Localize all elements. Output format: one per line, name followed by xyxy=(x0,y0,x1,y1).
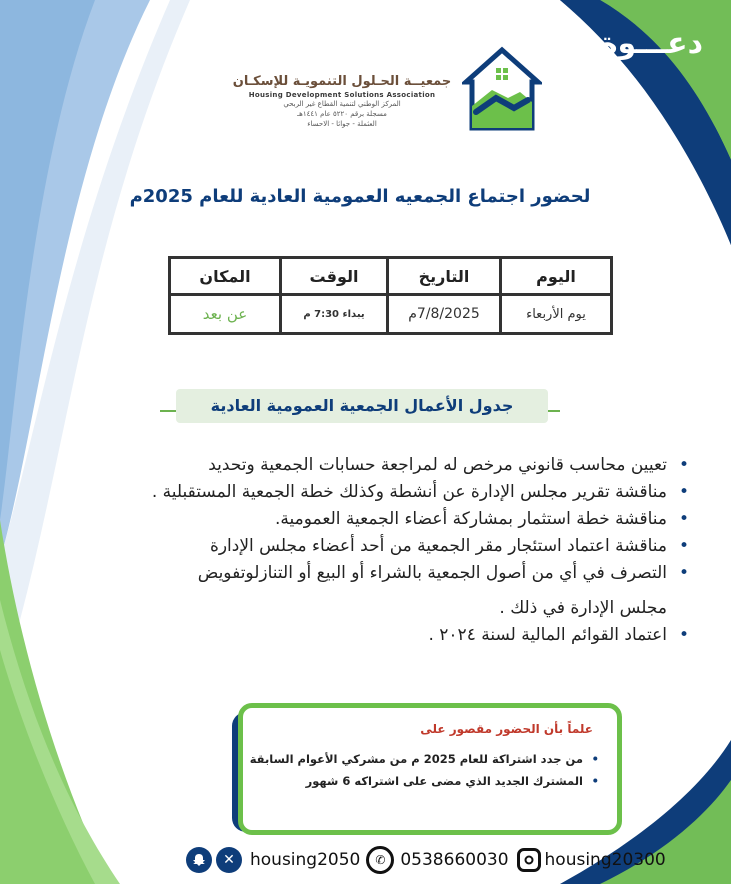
agenda-item: • اعتماد القوائم المالية لسنة ٢٠٢٤ . xyxy=(89,622,689,649)
x-icon[interactable]: ✕ xyxy=(216,847,242,873)
org-line-3: العثملة - جواثا - الاحساء xyxy=(307,120,377,128)
whatsapp-number[interactable]: 0538660030 xyxy=(400,850,509,870)
snapchat-icon[interactable] xyxy=(186,847,212,873)
note-box xyxy=(238,703,622,835)
note-item: • المشترك الجديد الذي مضى على اشتراكه 6 شهور xyxy=(250,770,599,792)
note-item: • من جدد اشتراكة للعام 2025 م من مشركي الأعوام السابقة xyxy=(250,748,599,770)
association-logo xyxy=(462,46,542,136)
header-date: التاريخ xyxy=(388,258,501,295)
footer-social xyxy=(186,844,666,876)
org-line-2: مسجلة برقم ٥٢٢٠ عام ١٤٤١هـ xyxy=(297,110,387,118)
instagram-icon[interactable] xyxy=(517,848,541,872)
organization-info xyxy=(232,74,452,129)
value-place: عن بعد xyxy=(170,295,281,334)
note-list xyxy=(250,748,599,792)
value-day: يوم الأربعاء xyxy=(501,295,612,334)
note-title: علماً بأن الحضور مقصور على xyxy=(420,722,593,736)
header-time: الوقت xyxy=(281,258,388,295)
org-line-1: المركز الوطني لتنمية القطاع غير الربحي xyxy=(283,100,401,108)
agenda-item: • مناقشة خطة استثمار بمشاركة أعضاء الجمعية العمومية. xyxy=(89,506,689,533)
meeting-heading: لحضور اجتماع الجمعيه العمومية العادية للعام 2025م xyxy=(129,186,591,207)
header-day: اليوم xyxy=(501,258,612,295)
agenda-item: • تعيين محاسب قانوني مرخص له لمراجعة حسابات الجمعية وتحديد xyxy=(89,452,689,479)
org-name-en: Housing Development Solutions Association xyxy=(248,91,436,99)
value-date: 7/8/2025م xyxy=(388,295,501,334)
agenda-item-continuation: مجلس الإدارة في ذلك . xyxy=(499,598,667,618)
whatsapp-icon[interactable]: ✆ xyxy=(366,846,394,874)
instagram-handle[interactable]: housing20300 xyxy=(544,850,666,870)
header-place: المكان xyxy=(170,258,281,295)
agenda-list xyxy=(89,452,689,649)
value-time: يبداء 7:30 م xyxy=(281,295,388,334)
snap-x-handle[interactable]: housing2050 xyxy=(250,850,361,870)
agenda-title: جدول الأعمال الجمعية العمومية العادية xyxy=(176,389,548,423)
invitation-title: دعـــوة xyxy=(599,26,703,61)
agenda-item: • مناقشة تقرير مجلس الإدارة عن أنشطة وكذلك خطة الجمعية المستقبلية . xyxy=(89,479,689,506)
org-name-ar: جمعيــة الحـلول التنمويـة للإسكـان xyxy=(232,74,452,89)
agenda-item: • مناقشة اعتماد استئجار مقر الجمعية من أحد أعضاء مجلس الإدارة xyxy=(89,533,689,560)
meeting-info-table xyxy=(168,256,613,335)
agenda-item: • التصرف في أي من أصول الجمعية بالشراء أو البيع أو التنازلوتفويض xyxy=(89,560,689,587)
